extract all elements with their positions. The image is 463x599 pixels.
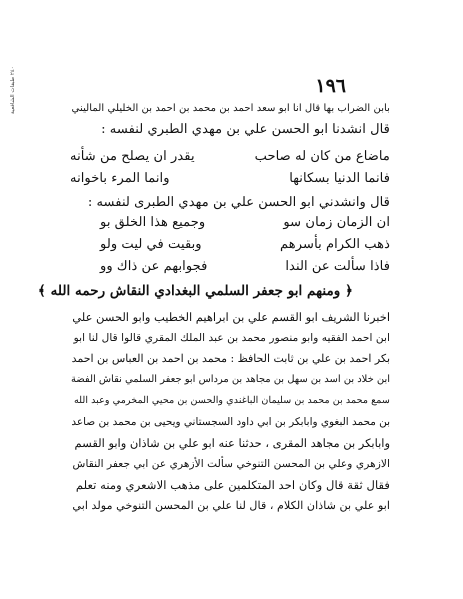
verse-row	[100, 214, 390, 234]
verse-row	[100, 236, 390, 256]
body-line: ابو علي بن شاذان الكلام ، قال لنا علي بن المحسن التنوخي مولد ابي	[72, 499, 390, 512]
body-line: بكر احمد بن علي بن ثابت الحافظ : محمد بن احمد بن العباس بن احمد	[71, 352, 390, 365]
page-number: ١٩٦	[315, 75, 346, 97]
body-line: اخبرنا الشريف ابو القسم علي بن ابراهيم الخطيب وابو الحسن علي	[72, 310, 390, 324]
verse-hemistich-right: ماضاع من كان له صاحب	[254, 149, 390, 164]
verse-row	[70, 170, 390, 190]
verse-hemistich-right: فانما الدنيا بسكانها	[289, 171, 390, 186]
verse-hemistich-right: فاذا سألت عن الندا	[285, 259, 390, 274]
intro-line: قال انشدنا ابو الحسن علي بن مهدي الطبري لنفسه :	[101, 122, 390, 137]
body-line: ابن احمد الفقيه وابو منصور محمد بن عبد الملك المقري قالوا قال لنا ابو	[73, 331, 390, 344]
heading-open-bracket: ﴿	[345, 283, 353, 299]
body-line: سمع محمد بن محمد بن سليمان الباغندي والحسن بن محيي المخرمي وعبد الله	[73, 395, 390, 406]
verse-hemistich-right: ذهب الكرام بأسرهم	[280, 237, 390, 252]
verse-hemistich-left: وجميع هذا الخلق بو	[100, 215, 206, 230]
section-heading	[38, 282, 353, 300]
heading-close-bracket: ﴾	[37, 283, 46, 299]
verse-row	[100, 258, 390, 278]
verse-hemistich-right: ان الزمان زمان سو	[283, 215, 390, 230]
body-line: ابن خلاد بن اسد بن سهل بن مجاهد بن مرداس ابو جعفر السلمي نقاش الفضة	[70, 374, 390, 385]
body-line: بن محمد البغوي وابابكر بن ابي داود السجستاني ويحيى بن محمد بن صاعد	[71, 416, 390, 428]
body-line: وابابكر بن مجاهد المقرى ، حدثنا عنه ابو علي بن شاذان وابو القسم	[74, 436, 390, 450]
verse-hemistich-left: وانما المرء باخوانه	[70, 171, 170, 186]
verse-row	[70, 148, 390, 168]
verse-hemistich-left: فجوابهم عن ذاك وو	[100, 259, 208, 274]
intro-line: بابن الضراب بها قال انا ابو سعد احمد بن محمد بن احمد بن الخليلي الماليني	[71, 103, 390, 114]
poem-intro-line: قال وانشدني ابو الحسن علي بن مهدي الطبرى لنفسه :	[87, 195, 390, 210]
heading-text: ومنهم ابو جعفر السلمي البغدادي النقاش رحمه الله	[50, 283, 341, 299]
page-watermark: ٢٤٠ طبقات الشافعية	[10, 66, 16, 114]
verse-hemistich-left: يقدر ان يصلح من شأنه	[70, 149, 195, 164]
body-line: فقال ثقة قال وكان احد المتكلمين على مذهب الاشعري ومنه تعلم	[75, 478, 390, 492]
verse-hemistich-left: وبقيت في ليت ولو	[100, 237, 202, 252]
body-line: الازهري وعلي بن المحسن التنوخي سألت الأزهري عن ابي جعفر النقاش	[72, 457, 390, 470]
